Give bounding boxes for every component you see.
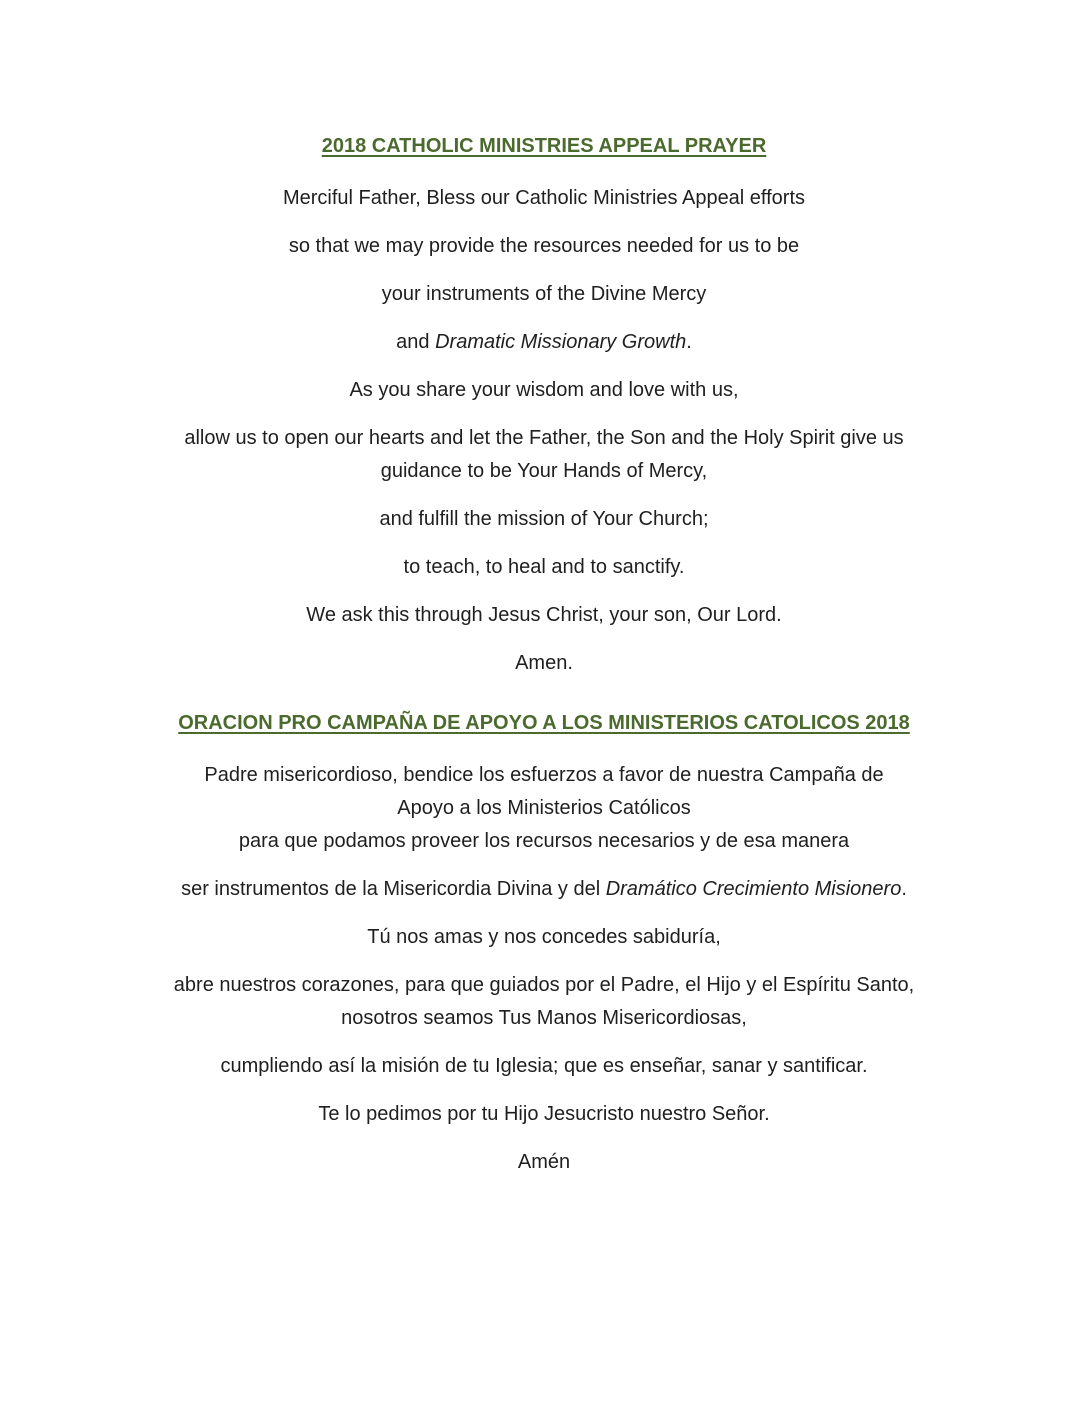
spanish-prayer-title: ORACION PRO CAMPAÑA DE APOYO A LOS MINISTERIOS CATOLICOS 2018 [178,712,910,734]
prayer-text-italic: Dramatic Missionary Growth [435,331,687,353]
prayer-line: so that we may provide the resources needed for us to be [288,235,800,257]
prayer-line: to teach, to heal and to sanctify. [403,556,685,578]
prayer-line: Te lo pedimos por tu Hijo Jesucristo nuestro Señor. [318,1103,770,1125]
english-prayer-section [90,130,998,680]
prayer-text: ser instrumentos de la Misericordia Divina y del [181,878,606,900]
prayer-text: guidance to be Your Hands of Mercy, [380,460,708,482]
prayer-text: nosotros seamos Tus Manos Misericordiosas, [341,1007,747,1029]
spanish-prayer-section [90,707,998,1179]
prayer-text: Padre misericordioso, bendice los esfuerzos a favor de nuestra Campaña de [204,764,884,786]
prayer-line: Tú nos amas y nos concedes sabiduría, [367,926,721,948]
prayer-text-italic: Dramático Crecimiento Misionero [605,878,902,900]
prayer-line: cumpliendo así la misión de tu Iglesia; que es enseñar, sanar y santificar. [220,1055,868,1077]
prayer-line: Merciful Father, Bless our Catholic Ministries Appeal efforts [282,187,806,209]
prayer-text: Apoyo a los Ministerios Católicos [397,797,691,819]
prayer-line [90,759,998,858]
prayer-amen: Amen. [515,652,573,674]
prayer-text: . [686,331,692,353]
prayer-text: abre nuestros corazones, para que guiados por el Padre, el Hijo y el Espíritu Santo, [173,974,915,996]
prayer-line: As you share your wisdom and love with us, [349,379,739,401]
prayer-line [90,326,998,359]
prayer-text: and [396,331,436,353]
prayer-line [90,873,998,906]
prayer-line: and fulfill the mission of Your Church; [379,508,709,530]
prayer-text: para que podamos proveer los recursos necesarios y de esa manera [238,830,850,852]
prayer-text: allow us to open our hearts and let the Father, the Son and the Holy Spirit give us [184,427,904,449]
prayer-line [90,969,998,1035]
prayer-line: We ask this through Jesus Christ, your son, Our Lord. [306,604,782,626]
prayer-line: your instruments of the Divine Mercy [381,283,707,305]
prayer-amen: Amén [517,1151,571,1173]
english-prayer-title: 2018 CATHOLIC MINISTRIES APPEAL PRAYER [321,135,767,157]
prayer-line [90,422,998,488]
prayer-text: . [901,878,907,900]
